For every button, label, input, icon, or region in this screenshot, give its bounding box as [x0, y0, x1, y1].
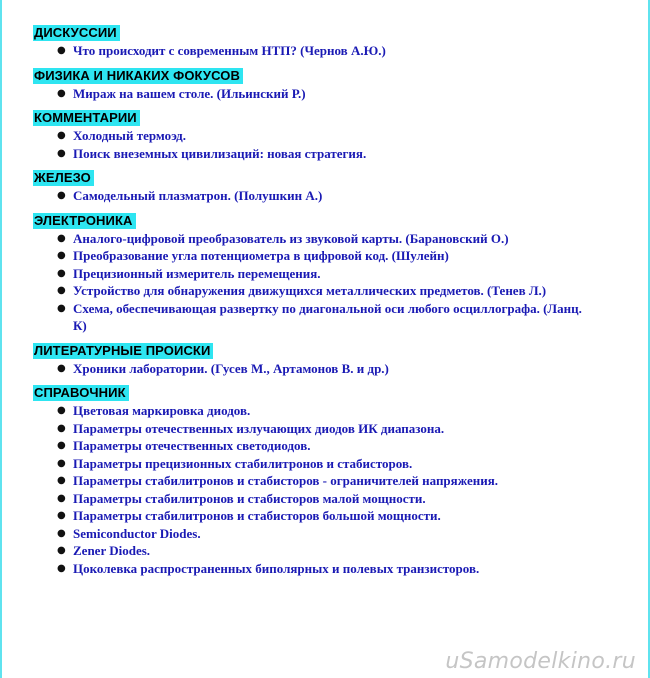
watermark: uSamodelkino.ru [445, 649, 636, 674]
bullet-icon: ● [57, 422, 66, 434]
list-item-text: Параметры прецизионных стабилитронов и стабисторов. [73, 455, 413, 471]
bullet-icon: ● [57, 45, 66, 56]
bullet-icon: ● [57, 475, 66, 486]
bullet-icon: ● [57, 302, 66, 314]
list-item-text: Поиск внеземных цивилизаций: новая стратегия. [73, 145, 367, 161]
list-item-text: Параметры стабилитронов и стабисторов - ограничителей напряжения. [73, 473, 498, 488]
list-item[interactable] [57, 230, 593, 248]
list-item-text: Параметры стабилитронов и стабисторов малой мощности. [73, 490, 426, 506]
section-heading: ДИСКУССИИ [33, 25, 120, 41]
bullet-icon: ● [57, 147, 66, 159]
section [33, 169, 648, 205]
list-item-text: Zener Diodes. [73, 543, 151, 558]
section-list [33, 24, 648, 577]
bullet-icon: ● [57, 492, 66, 504]
list-item[interactable] [57, 145, 593, 163]
list-item[interactable] [57, 420, 593, 438]
list-item-text: Semiconductor Diodes. [73, 525, 201, 541]
list-item[interactable] [57, 42, 593, 60]
list-item-text: Цоколевка распространенных биполярных и полевых транзисторов. [73, 560, 480, 576]
list-item[interactable] [57, 265, 593, 283]
list-item-text: Что происходит с современным НТП? (Чернов А.Ю.) [73, 43, 386, 58]
section-heading: ФИЗИКА И НИКАКИХ ФОКУСОВ [33, 68, 243, 84]
bullet-icon: ● [57, 545, 66, 556]
list-item[interactable] [57, 360, 593, 378]
item-list [33, 402, 648, 577]
list-item-text: Хроники лаборатории. (Гусев М., Артамонов В. и др.) [73, 360, 389, 376]
section [33, 109, 648, 162]
list-item-text: Прецизионный измеритель перемещения. [73, 265, 321, 281]
bullet-icon: ● [57, 510, 66, 521]
list-item-text: Аналого-цифровой преобразователь из звуковой карты. (Барановский О.) [73, 230, 509, 246]
list-item[interactable] [57, 455, 593, 473]
bullet-icon: ● [57, 87, 66, 99]
bullet-icon: ● [57, 440, 66, 451]
list-item-text: Устройство для обнаружения движущихся металлических предметов. (Тенев Л.) [73, 283, 547, 298]
bullet-icon: ● [57, 285, 66, 296]
bullet-icon: ● [57, 190, 66, 201]
list-item-text: Самодельный плазматрон. (Полушкин А.) [73, 188, 323, 203]
list-item[interactable] [57, 402, 593, 420]
item-list [33, 187, 648, 205]
list-item[interactable] [57, 560, 593, 578]
list-item[interactable] [57, 85, 593, 103]
section [33, 212, 648, 335]
bullet-icon: ● [57, 232, 66, 244]
section-heading: ЭЛЕКТРОНИКА [33, 213, 136, 229]
item-list [33, 85, 648, 103]
section-heading: КОММЕНТАРИИ [33, 110, 140, 126]
bullet-icon: ● [57, 250, 66, 261]
list-item[interactable] [57, 187, 593, 205]
bullet-icon: ● [57, 130, 66, 141]
list-item-text: Цветовая маркировка диодов. [73, 403, 251, 418]
bullet-icon: ● [57, 527, 66, 539]
list-item[interactable] [57, 282, 593, 300]
item-list [33, 360, 648, 378]
list-item[interactable] [57, 525, 593, 543]
item-list [33, 42, 648, 60]
section-heading: СПРАВОЧНИК [33, 385, 129, 401]
list-item-text: Холодный термоэд. [73, 128, 186, 143]
section-heading: ЛИТЕРАТУРНЫЕ ПРОИСКИ [33, 343, 213, 359]
bullet-icon: ● [57, 562, 66, 574]
list-item-text: Параметры стабилитронов и стабисторов большой мощности. [73, 508, 441, 523]
bullet-icon: ● [57, 267, 66, 279]
section-heading: ЖЕЛЕЗО [33, 170, 94, 186]
list-item-text: Схема, обеспечивающая развертку по диагональной оси любого осциллографа. (Ланц. К) [73, 300, 582, 333]
bullet-icon: ● [57, 362, 66, 374]
list-item-text: Преобразование угла потенциометра в цифровой код. (Шулейн) [73, 248, 449, 263]
list-item-text: Мираж на вашем столе. (Ильинский Р.) [73, 85, 306, 101]
bullet-icon: ● [57, 405, 66, 416]
section [33, 384, 648, 577]
bullet-icon: ● [57, 457, 66, 469]
list-item[interactable] [57, 542, 593, 560]
section [33, 67, 648, 103]
list-item[interactable] [57, 300, 593, 335]
list-item[interactable] [57, 507, 593, 525]
item-list [33, 230, 648, 335]
list-item[interactable] [57, 472, 593, 490]
list-item[interactable] [57, 490, 593, 508]
list-item-text: Параметры отечественных излучающих диодов ИК диапазона. [73, 420, 445, 436]
list-item-text: Параметры отечественных светодиодов. [73, 438, 311, 453]
section [33, 24, 648, 60]
list-item[interactable] [57, 247, 593, 265]
section [33, 342, 648, 378]
list-item[interactable] [57, 437, 593, 455]
item-list [33, 127, 648, 162]
list-item[interactable] [57, 127, 593, 145]
